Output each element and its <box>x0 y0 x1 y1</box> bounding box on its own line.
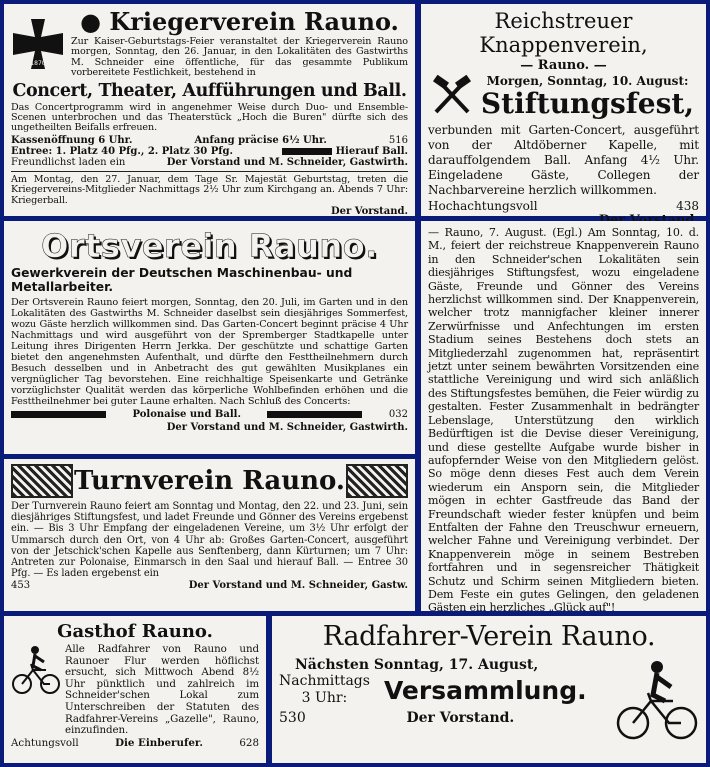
ornament-right-icon <box>346 464 408 498</box>
ad-title: Gasthof Rauno. <box>57 621 213 642</box>
ad-closing: Achtungsvoll <box>11 736 79 749</box>
ad-intro: Zur Kaiser-Geburtstags-Feier veranstaltet der Kriegerverein Rauno morgen, Sonntag, den 26. Januar, in den Lokalitäten des Gastwirths M. Schneider eine öffentliche, für das gesammte Publikum vorbereitete Festlichkeit, bestehend in <box>71 36 408 79</box>
ad-invite: Freundlichst laden ein <box>11 156 126 168</box>
ad-number: 628 <box>239 736 259 749</box>
ad-ball: Polonaise und Ball. <box>132 409 241 420</box>
ad-title: Ortsverein Rauno. <box>41 227 378 265</box>
cyclist-icon <box>615 657 699 743</box>
ad-signers: Der Vorstand und M. Schneider, Gastwirth. <box>166 156 408 168</box>
ad-radfahrer-verein <box>272 616 706 763</box>
ad-subtitle: Rauno. <box>537 58 590 73</box>
ad-sign: Die Einberufer. <box>115 736 203 749</box>
ad-knappenverein: Reichstreuer Knappenverein, — Rauno. — Morgen, Sonntag, 10. August: Stiftungsfest, verbunden mit Garten-Concert, ausgeführt von der Altdöberner Kapelle, mit darauffolgendem Ball. Anfang 4½ Uhr. Eingeladene Gäste, Collegen der Nachbarvereine herzlich willkommen. Hochachtungsvoll 438 <box>421 4 706 216</box>
ad-number: 530 <box>279 710 306 726</box>
ad-number: 516 <box>388 134 408 146</box>
iron-cross-icon <box>11 17 65 71</box>
article-text: — Rauno, 7. August. (Egl.) Am Sonntag, 10. d. M., feiert der reichstreue Knappenverein Rauno in den Schneider'schen Lokalitäten sein diesjähriges Stiftungsfest, wozu eingeladene Gäste, Freunde und Gönner des Vereins herzlichst willkommen sind. Der Knappenverein, welcher trotz mannigfacher kleiner innerer Zerwürfnisse und Anfechtungen im ersten Stadium seines Bestehens doch stets an Mitgliederzahl zugenommen hat, repräsentirt jetzt unter seinem bewährten Vorsitzenden eine stattliche Vereinigung und wird sich anläßlich des Stiftungsfestes bemühen, die Feier würdig zu gestalten. Fester Zusammenhalt in bedrängter Lebenslage, Unterstützung den wirklich Bedürftigen ist die Devise dieser Vereinigung, und diese gestellte Aufgabe wurde bisher in aufopfernder Weise von den Mitgliedern gelöst. So möge denn dieses Fest auch dem Verein wiederum ein Ansporn sein, die Mitglieder mögen in echter Gastfreude das Band der Freundschaft wieder fester knüpfen und beim Entfalten der Fahne den Treuschwur erneuern, welcher Fahne und Vereinigung verbindet. Der Knappenverein möge in seinem Bestreben fortfahren und in segensreicher Thätigkeit Schutz und Schirm seinen Mitgliedern bieten. Dem Feste ein gutes Gelingen, den geladenen Gästen ein herzliches „Glück auf"! <box>428 226 699 615</box>
ad-start: Anfang präcise 6½ Uhr. <box>194 134 327 146</box>
ad-title: Radfahrer-Verein Rauno. <box>322 621 656 652</box>
ad-date: Nächsten Sonntag, 17. August, <box>295 657 539 673</box>
ad-sign: Der Vorstand und M. Schneider, Gastw. <box>188 580 408 592</box>
cross-year: 1870 <box>30 59 46 67</box>
ad-headline: Concert, Theater, Aufführungen und Ball. <box>12 80 407 101</box>
ornament-left-icon <box>11 464 73 498</box>
ad-gasthof <box>4 616 266 763</box>
ad-headline: Stiftungsfest, <box>480 87 695 120</box>
ad-headline: Versammlung. <box>383 675 587 705</box>
ad-ball: Hierauf Ball. <box>335 145 408 157</box>
ad-number: 453 <box>11 580 31 592</box>
ad-subtitle: Gewerkverein der Deutschen Maschinenbau- und Metallarbeiter. <box>11 266 353 294</box>
ad-entry: Entree: 1. Platz 40 Pfg., 2. Platz 30 Pfg. <box>11 145 234 157</box>
ad-number: 032 <box>388 409 408 420</box>
ad-title: Reichstreuer Knappenverein, <box>479 9 648 57</box>
ad-text: verbunden mit Garten-Concert, ausgeführt von der Altdöberner Kapelle, mit darauffolgendem Ball. Anfang 4½ Uhr. Eingeladene Gäste, Collegen der Nachbarvereine herzlich willkommen. <box>428 123 699 197</box>
ad-sign: Der Vorstand. <box>406 710 515 726</box>
ad-text: Der Turnverein Rauno feiert am Sonntag und Montag, den 22. und 23. Juni, sein diesjähriges Stiftungsfest, und ladet Freunde und Gönner des Vereins ergebenst ein. — Bis 3 Uhr Empfang der eingeladenen Vereine, um 3½ Uhr erfolgt der Ummarsch durch den Ort, von 4 Uhr ab: Großes Garten-Concert, ausgeführt von der Jetschick'schen Kapelle aus Senftenberg, dann Kürturnen; um 7 Uhr: Antreten zur Polonaise, Einmarsch in den Saal und hierauf Ball. — Entree 30 Pfg. — Es laden ergebenst ein <box>11 501 408 580</box>
ad-text: Der Ortsverein Rauno feiert morgen, Sonntag, den 20. Juli, im Garten und in den Lokalitäten des Gastwirths M. Schneider daselbst sein diesjähriges Sommerfest, wozu Gäste herzlich willkommen sind. Das Garten-Concert beginnt präcise 4 Uhr Nachmittags und wird ausgeführt von der Spremberger Stadtkapelle unter Leitung ihres Dirigenten Herrn Jerkka. Der geschützte und schattige Garten bietet den angenehmsten Aufenthalt, und dürfte den Festtheilnehmern durch Besuch desselben und in Anbetracht des gut gewählten Musikplanes ein vergnüglicher Tag bevorstehen. Eine reichhaltige Speisenkarte und Getränke vorzüglichster Qualität werden das körperliche Wohlbefinden erhöhen und die Festtheilnehmer bei guter Laune erhalten. Nach Schluß des Concerts: <box>11 297 408 407</box>
cyclist-icon <box>11 644 61 696</box>
ad-title: Kriegerverein Rauno. <box>109 7 399 36</box>
ad-title: Turnverein Rauno. <box>74 466 345 496</box>
ad-number: 438 <box>676 199 699 213</box>
ad-text: Alle Radfahrer von Rauno und Raunoer Flur werden höflichst ersucht, sich Mittwoch Abend 8½ Uhr pünktlich und zahlreich im Schneider'schen Lokal zum Unterschreiben der Statuten des Radfahrer-Vereins „Gazelle", Rauno, einzufinden. <box>65 643 259 737</box>
ad-time2: 3 Uhr: <box>301 690 348 706</box>
ad-text-monday: Am Montag, den 27. Januar, dem Tage Sr. Majestät Geburtstag, treten die Kriegervereins-Mitglieder Nachmittags 2½ Uhr zum Kirchgang an. Abends 7 Uhr: Kriegerball. <box>11 173 408 206</box>
hammer-and-pick-icon <box>428 74 476 114</box>
ad-sign: Der Vorstand. <box>330 206 408 218</box>
ad-time1: Nachmittags <box>279 673 370 689</box>
ad-ortsverein <box>4 221 415 454</box>
ad-kriegerverein: 1870 ● Kriegerverein Rauno. Zur Kaiser-Geburtstags-Feier veranstaltet der Kriegerverein Rauno morgen, Sonntag, den 26. Januar, in den Lokalitäten des Gastwirths M. Schneider eine öffentliche, für das gesammte Publikum vorbereitete Festlichkeit, bestehend in Concert, Theater, Aufführungen und Ball. Das Concertprogramm wird in angenehmer Weise durch Duo- und Ensemble-Scenen unterbrochen und das Theaterstück „Hoch die Buren" dürfte sich des ungetheilten Beifalls erfreuen. Kassenöffnung 6 Uhr. Anfang präcise 6½ Uhr. 516 Entree: 1. Platz 40 Pfg., 2. Platz 30 Pfg. Hierauf Ball. Freundlichst laden ein Der Vorstand und M. Schneider, Gastwirth. Am Montag, den 27. Januar, dem Tage Sr. Majestät Geburtstag, treten die Kriegervereins-Mitglieder Nachmittags 2½ Uhr zum Kirchgang an. Abends 7 Uhr: Kriegerball. Der Vorstand. <box>4 4 415 216</box>
ad-turnverein <box>4 459 415 611</box>
ad-opening: Kassenöffnung 6 Uhr. <box>11 134 133 146</box>
ad-text: Das Concertprogramm wird in angenehmer Weise durch Duo- und Ensemble-Scenen unterbrochen und das Theaterstück „Hoch die Buren" dürfte sich des ungetheilten Beifalls erfreuen. <box>11 101 408 134</box>
ad-news-article <box>421 221 706 615</box>
ad-date: Morgen, Sonntag, 10. August: <box>486 74 689 88</box>
ad-sign: Der Vorstand und M. Schneider, Gastwirth. <box>166 422 408 433</box>
ad-closing: Hochachtungsvoll <box>428 199 538 213</box>
